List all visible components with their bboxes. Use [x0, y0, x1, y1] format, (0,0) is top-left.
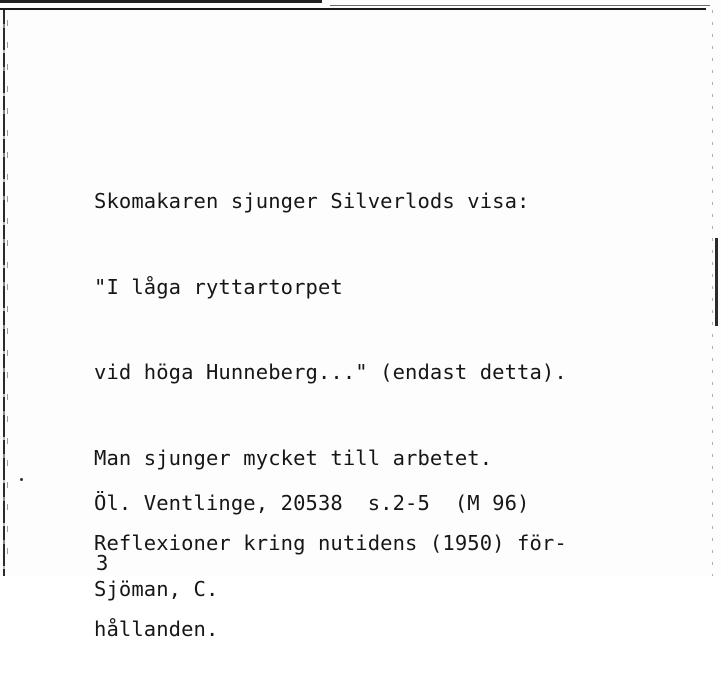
card-left-edge-faint: [7, 20, 8, 560]
card-right-edge-mark: [715, 238, 718, 326]
scan-speck: [20, 478, 23, 481]
record-source: [94, 432, 529, 660]
description-line: "I låga ryttartorpet: [94, 274, 343, 299]
source-reference-line: Öl. Ventlinge, 20538 s.2-5 (M 96): [94, 491, 530, 515]
informant-name-line: Sjöman, C.: [94, 576, 219, 601]
page-number: 3: [96, 551, 109, 575]
card-top-faint-rule: [330, 5, 710, 6]
description-line: Reflexioner kring nutidens (1950) för-: [94, 531, 567, 555]
description-line: Skomakaren sjunger Silverlods visa:: [94, 189, 530, 213]
description-line: Man sjunger mycket till arbetet.: [94, 445, 493, 470]
description-line: hållanden.: [94, 616, 219, 641]
card-right-edge: [712, 10, 713, 576]
card-left-edge: [3, 10, 5, 576]
card-top-corner-edge: [0, 0, 322, 3]
card-top-rule: [0, 8, 706, 10]
description-line: vid höga Hunneberg..." (endast detta).: [94, 360, 567, 384]
